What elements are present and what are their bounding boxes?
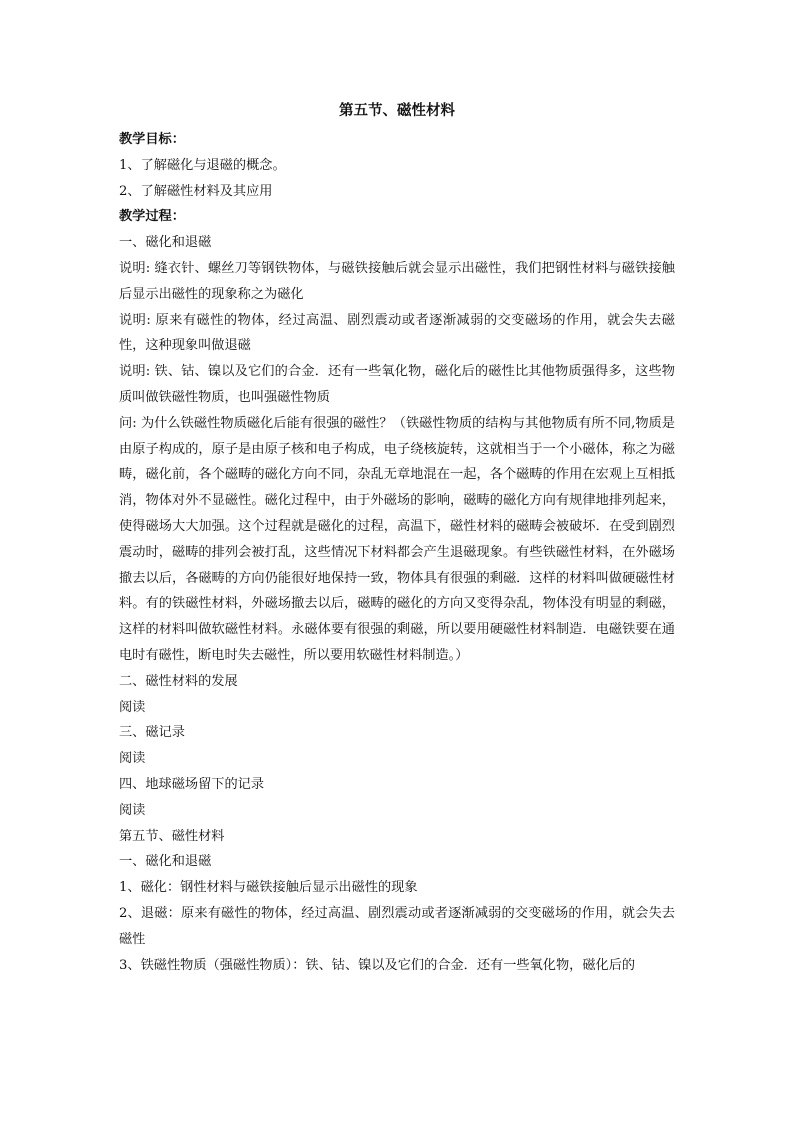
summary-item-2: 2、退磁：原来有磁性的物体，经过高温、剧烈震动或者逐渐减弱的交变磁场的作用，就会失去磁性 <box>119 905 675 947</box>
section4-heading: 四、地球磁场留下的记录 <box>119 776 265 792</box>
section3-text: 阅读 <box>119 751 146 767</box>
objective-item-1: 1、了解磁化与退磁的概念。 <box>119 157 286 173</box>
objective-item-2: 2、了解磁性材料及其应用 <box>119 183 273 199</box>
section4-text: 阅读 <box>119 802 146 818</box>
section1-heading: 一、磁化和退磁 <box>119 235 212 251</box>
explanation-paragraph-1: 说明: 缝衣针、螺丝刀等钢铁物体，与磁铁接触后就会显示出磁性，我们把钢性材料与磁铁接触后显示出磁性的现象称之为磁化 <box>119 260 675 302</box>
summary-item-1: 1、磁化：钢性材料与磁铁接触后显示出磁性的现象 <box>119 880 418 896</box>
explanation-paragraph-3: 说明: 铁、钴、镍以及它们的合金．还有一些氧化物，磁化后的磁性比其他物质强得多，这些物质叫做铁磁性物质，也叫强磁性物质 <box>119 364 675 405</box>
explanation-paragraph-2: 说明: 原来有磁性的物体，经过高温、剧烈震动或者逐渐减弱的交变磁场的作用，就会失去磁性，这种现象叫做退磁 <box>119 312 675 354</box>
page-title: 第五节、磁性材料 <box>339 102 455 119</box>
summary-title: 第五节、磁性材料 <box>119 828 225 844</box>
summary-item-3: 3、铁磁性物质（强磁性物质）：铁、钴、镍以及它们的合金．还有一些氧化物，磁化后的 <box>119 957 636 973</box>
objectives-heading: 教学目标： <box>119 132 185 147</box>
process-heading: 教学过程： <box>119 209 185 225</box>
section3-heading: 三、磁记录 <box>119 725 185 741</box>
section2-heading: 二、磁性材料的发展 <box>119 673 238 689</box>
summary-section-heading: 一、磁化和退磁 <box>119 854 212 870</box>
document-page <box>119 100 675 978</box>
question-paragraph: 问: 为什么铁磁性物质磁化后能有很强的磁性？（铁磁性物质的结构与其他物质有所不同,物质是由原子构成的，原子是由原子核和电子构成，电子绕核旋转，这就相当于一个小磁体，称之为磁畴，磁化前，各个磁畴的磁化方向不同，杂乱无章地混在一起，各个磁畴的作用在宏观上互相抵消，物体对外不显磁性。磁化过程中，由于外磁场的影响，磁畴的磁化方向有规律地排列起来，使得磁场大大加强。这个过程就是磁化的过程，高温下，磁性材料的磁畴会被破坏．在受到剧烈震动时，磁畴的排列会被打乱，这些情况下材料都会产生退磁现象。有些铁磁性材料，在外磁场撤去以后，各磁畴的方向仍能很好地保持一致，物体具有很强的剩磁．这样的材料叫做硬磁性材料。有的铁磁性材料，外磁场撤去以后，磁畴的磁化的方向又变得杂乱，物体没有明显的剩磁，这样的材料叫做软磁性材料。永磁体要有很强的剩磁，所以要用硬磁性材料制造．电磁铁要在通电时有磁性，断电时失去磁性，所以要用软磁性材料制造。） <box>119 415 675 663</box>
section2-text: 阅读 <box>119 699 146 715</box>
